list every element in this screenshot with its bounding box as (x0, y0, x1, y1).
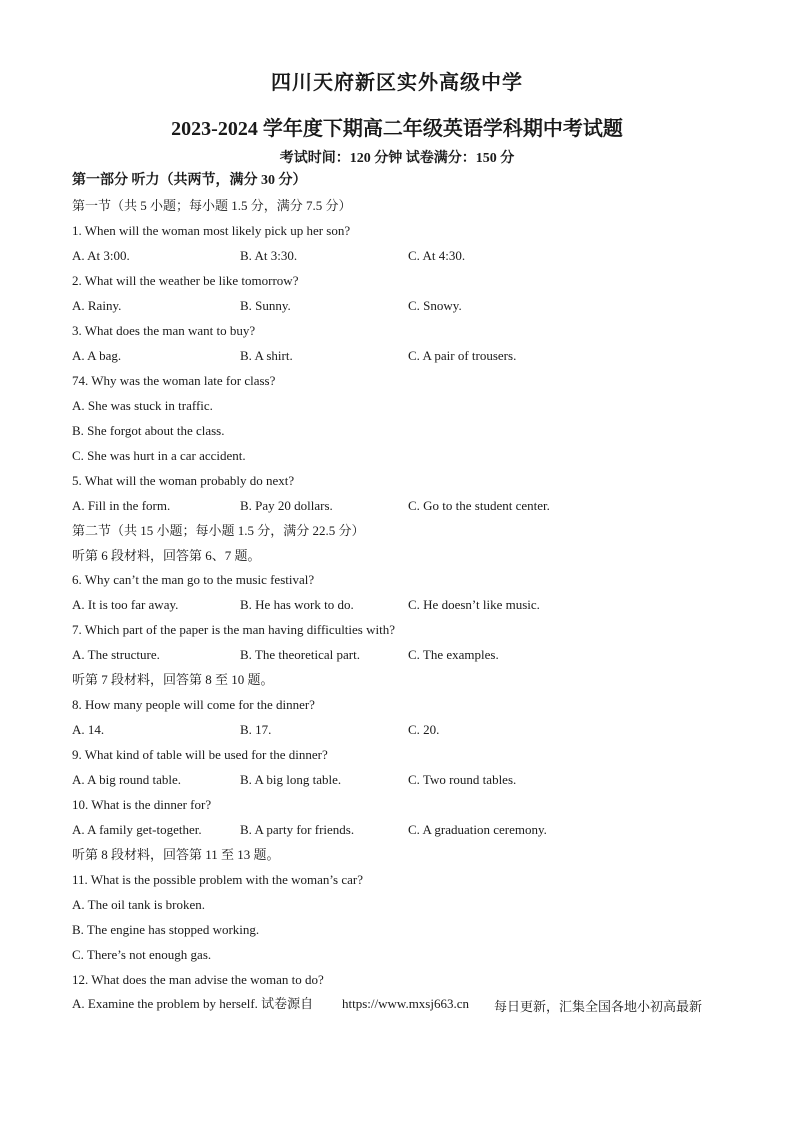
question-3-option-a: A. A bag. (72, 348, 122, 363)
material-7-instruction: 听第 7 段材料，回答第 8 至 10 题。 (72, 672, 274, 687)
question-4-option-b: B. She forgot about the class. (72, 423, 225, 438)
question-7-option-a: A. The structure. (72, 647, 160, 662)
question-8-option-b: B. 17. (240, 722, 272, 737)
question-7-stem: 7. Which part of the paper is the man having difficulties with? (72, 622, 395, 637)
question-3-option-b: B. A shirt. (240, 348, 293, 363)
source-url: https://www.mxsj663.cn (342, 996, 469, 1011)
question-6-stem: 6. Why can’t the man go to the music festival? (72, 572, 315, 587)
material-8-instruction: 听第 8 段材料，回答第 11 至 13 题。 (72, 847, 280, 862)
question-8-option-a: A. 14. (72, 722, 105, 737)
question-5-stem: 5. What will the woman probably do next? (72, 473, 295, 488)
question-9-stem: 9. What kind of table will be used for the dinner? (72, 747, 328, 762)
question-10-stem: 10. What is the dinner for? (72, 797, 212, 812)
source-note: 每日更新，汇集全国各地小初高最新 (494, 999, 703, 1014)
question-6-option-a: A. It is too far away. (72, 597, 179, 612)
question-7-option-b: B. The theoretical part. (240, 647, 360, 662)
question-2-option-c: C. Snowy. (408, 298, 462, 313)
question-4-option-c: C. She was hurt in a car accident. (72, 448, 246, 463)
question-10-option-a: A. A family get-together. (72, 822, 202, 837)
question-5-option-c: C. Go to the student center. (408, 498, 550, 513)
question-8-option-c: C. 20. (408, 722, 440, 737)
exam-info: 考试时间：120 分钟 试卷满分：150 分 (279, 151, 515, 166)
question-11-option-c: C. There’s not enough gas. (72, 947, 212, 962)
question-9-option-c: C. Two round tables. (408, 772, 517, 787)
question-1-option-b: B. At 3:30. (240, 248, 298, 263)
question-8-stem: 8. How many people will come for the dinner? (72, 697, 315, 712)
question-10-option-b: B. A party for friends. (240, 822, 355, 837)
question-4-option-a: A. She was stuck in traffic. (72, 398, 213, 413)
question-3-option-c: C. A pair of trousers. (408, 348, 517, 363)
question-2-stem: 2. What will the weather be like tomorrow? (72, 273, 299, 288)
school-name: 四川天府新区实外高级中学 (271, 72, 523, 94)
question-7-option-c: C. The examples. (408, 647, 499, 662)
question-1-option-c: C. At 4:30. (408, 248, 466, 263)
question-5-option-b: B. Pay 20 dollars. (240, 498, 333, 513)
question-9-option-b: B. A big long table. (240, 772, 342, 787)
question-6-option-c: C. He doesn’t like music. (408, 597, 540, 612)
exam-title: 2023-2024 学年度下期高二年级英语学科期中考试题 (171, 118, 623, 140)
question-1-stem: 1. When will the woman most likely pick up her son? (72, 223, 351, 238)
question-6-option-b: B. He has work to do. (240, 597, 354, 612)
question-4-stem: 74. Why was the woman late for class? (72, 373, 276, 388)
section1-heading: 第一节（共 5 小题；每小题 1.5 分，满分 7.5 分） (72, 198, 352, 213)
question-2-option-b: B. Sunny. (240, 298, 291, 313)
question-9-option-a: A. A big round table. (72, 772, 182, 787)
section2-heading: 第二节（共 15 小题；每小题 1.5 分，满分 22.5 分） (72, 523, 365, 538)
question-11-option-a: A. The oil tank is broken. (72, 897, 205, 912)
question-3-stem: 3. What does the man want to buy? (72, 323, 256, 338)
question-12-option-a: A. Examine the problem by herself. 试卷源自 (72, 996, 314, 1011)
question-12-stem: 12. What does the man advise the woman to do? (72, 972, 324, 987)
question-11-stem: 11. What is the possible problem with the woman’s car? (72, 872, 363, 887)
part-heading: 第一部分 听力（共两节，满分 30 分） (72, 173, 307, 188)
question-1-option-a: A. At 3:00. (72, 248, 130, 263)
question-5-option-a: A. Fill in the form. (72, 498, 171, 513)
question-10-option-c: C. A graduation ceremony. (408, 822, 547, 837)
question-2-option-a: A. Rainy. (72, 298, 122, 313)
question-11-option-b: B. The engine has stopped working. (72, 922, 260, 937)
material-6-instruction: 听第 6 段材料，回答第 6、7 题。 (72, 548, 261, 563)
